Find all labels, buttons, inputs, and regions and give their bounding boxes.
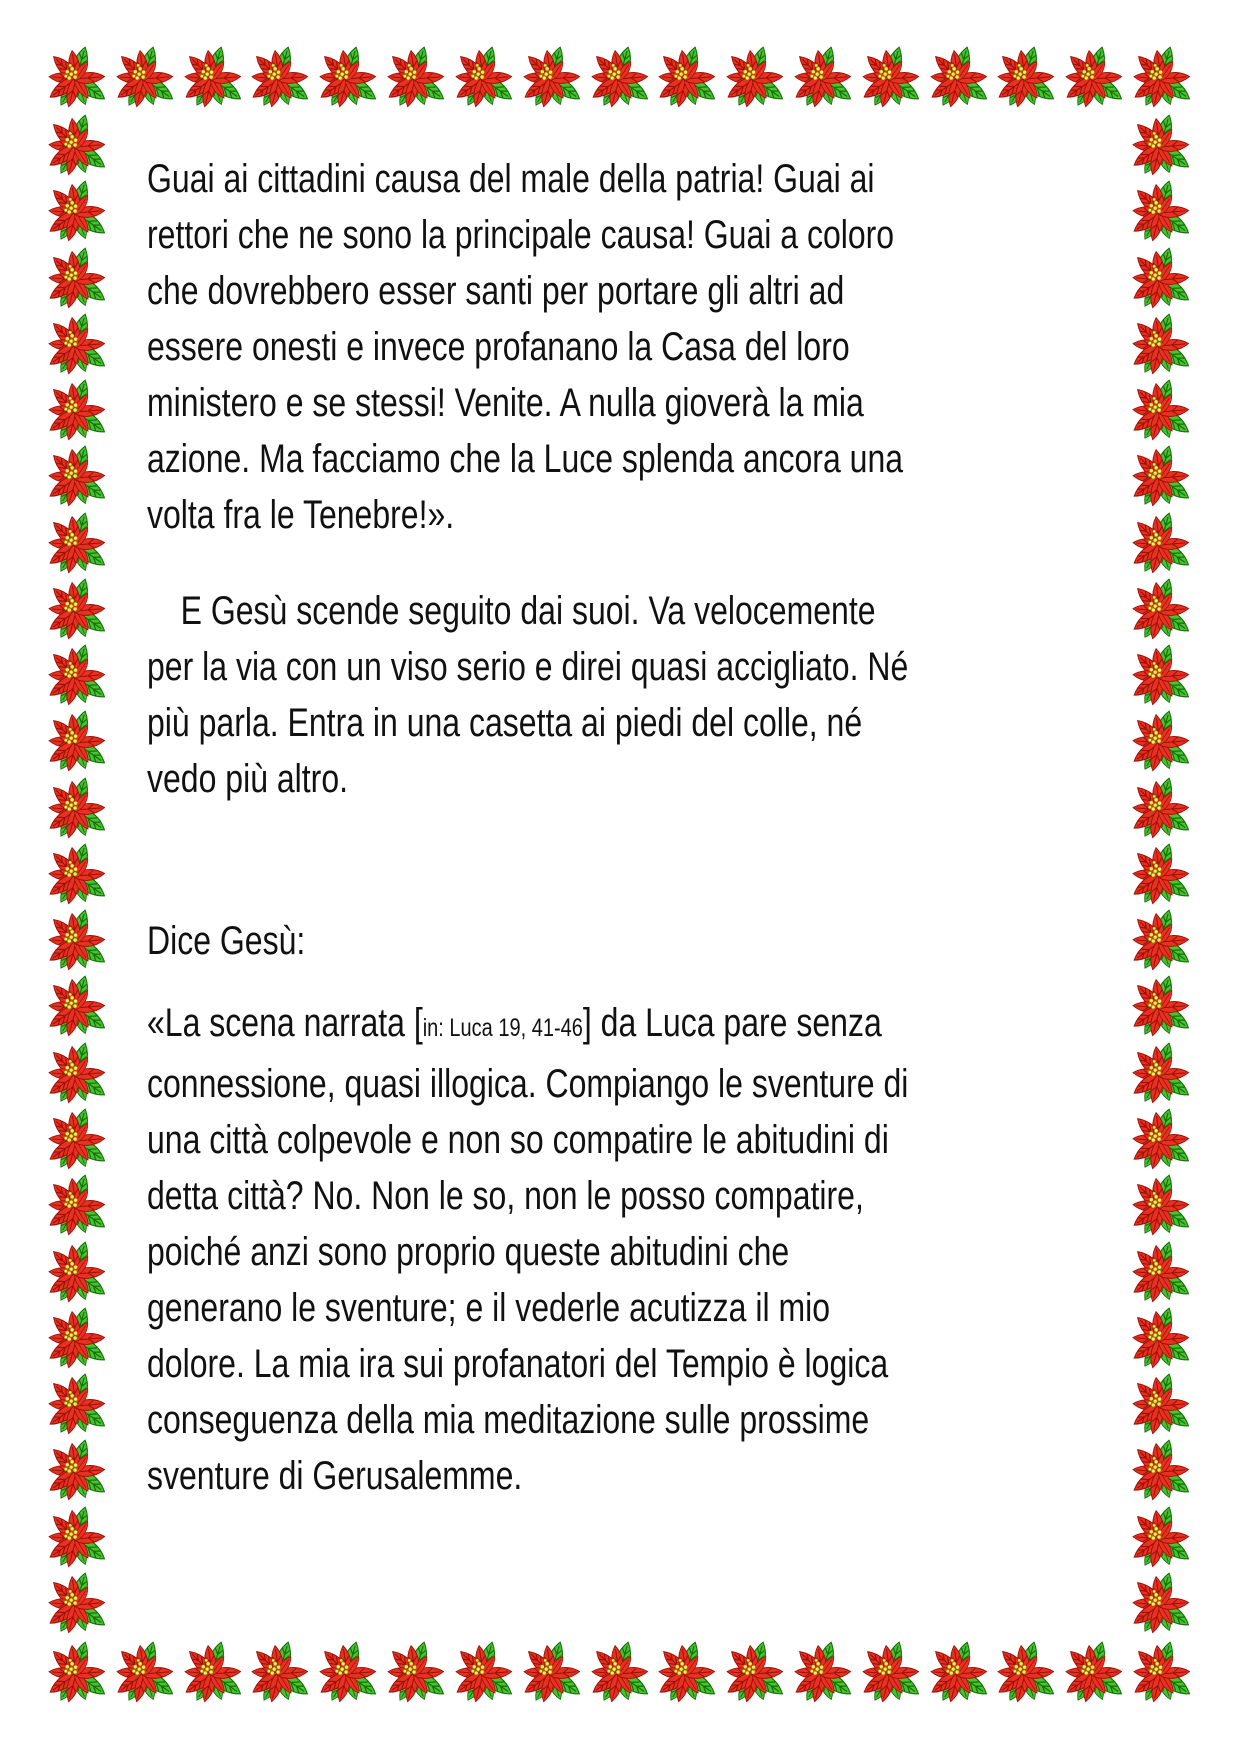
- text-line: sventure di Gerusalemme.: [147, 1454, 523, 1498]
- poinsettia-icon: [45, 644, 111, 710]
- poinsettia-icon: [45, 1108, 111, 1174]
- poinsettia-icon: [1129, 512, 1195, 578]
- poinsettia-icon: [45, 1174, 111, 1240]
- poinsettia-icon: [1129, 313, 1195, 379]
- border-bottom: [45, 1641, 1196, 1707]
- poinsettia-icon: [1129, 710, 1195, 776]
- poinsettia-icon: [588, 46, 654, 112]
- text-line: detta città? No. Non le so, non le posso compatire,: [147, 1174, 864, 1218]
- poinsettia-icon: [1130, 1641, 1196, 1707]
- poinsettia-icon: [181, 1641, 247, 1707]
- poinsettia-icon: [1129, 1439, 1195, 1505]
- text-line: azione. Ma facciamo che la Luce splenda ancora una: [147, 437, 904, 481]
- poinsettia-icon: [45, 1307, 111, 1373]
- poinsettia-icon: [791, 46, 857, 112]
- poinsettia-icon: [1129, 1506, 1195, 1572]
- poinsettia-icon: [1129, 1572, 1195, 1638]
- poinsettia-icon: [927, 1641, 993, 1707]
- poinsettia-icon: [994, 46, 1060, 112]
- poinsettia-icon: [994, 1641, 1060, 1707]
- poinsettia-icon: [45, 313, 111, 379]
- poinsettia-icon: [1129, 644, 1195, 710]
- poinsettia-icon: [1129, 379, 1195, 445]
- poinsettia-icon: [45, 578, 111, 644]
- text-line: connessione, quasi illogica. Compiango le sventure di: [147, 1062, 909, 1106]
- text-line: volta fra le Tenebre!».: [147, 493, 455, 537]
- poinsettia-icon: [45, 1373, 111, 1439]
- text-line: [147, 995, 1091, 1056]
- poinsettia-icon: [1130, 46, 1196, 112]
- poinsettia-icon: [1129, 247, 1195, 313]
- text-line: poiché anzi sono proprio queste abitudini che: [147, 1230, 790, 1274]
- border-right: [1129, 114, 1195, 1638]
- poinsettia-icon: [1062, 1641, 1128, 1707]
- poinsettia-icon: [588, 1641, 654, 1707]
- text-line: ministero e se stessi! Venite. A nulla gioverà la mia: [147, 381, 864, 425]
- text-line: più parla. Entra in una casetta ai piedi del colle, né: [147, 701, 863, 745]
- poinsettia-icon: [723, 46, 789, 112]
- paragraph-dice-gesu: [147, 913, 1091, 969]
- poinsettia-icon: [248, 46, 314, 112]
- poinsettia-icon: [723, 1641, 789, 1707]
- poinsettia-icon: [1129, 1174, 1195, 1240]
- poinsettia-icon: [1129, 843, 1195, 909]
- citation-reference: in: Luca 19, 41-46: [422, 1014, 583, 1042]
- poinsettia-icon: [927, 46, 993, 112]
- poinsettia-icon: [520, 1641, 586, 1707]
- poinsettia-icon: [45, 1641, 111, 1707]
- poinsettia-icon: [45, 843, 111, 909]
- poinsettia-icon: [45, 1241, 111, 1307]
- poinsettia-icon: [45, 777, 111, 843]
- poinsettia-icon: [859, 1641, 925, 1707]
- poinsettia-icon: [1129, 1108, 1195, 1174]
- text-line: generano le sventure; e il vederle acutizza il mio: [147, 1286, 831, 1330]
- poinsettia-icon: [316, 46, 382, 112]
- poinsettia-icon: [113, 1641, 179, 1707]
- speaker-line: Dice Gesù:: [147, 919, 306, 963]
- poinsettia-icon: [1062, 46, 1128, 112]
- citation-post: ] da Luca pare senza: [582, 1001, 882, 1045]
- poinsettia-icon: [45, 46, 111, 112]
- poinsettia-icon: [1129, 1307, 1195, 1373]
- text-line: conseguenza della mia meditazione sulle prossime: [147, 1398, 870, 1442]
- poinsettia-icon: [1129, 180, 1195, 246]
- poinsettia-icon: [384, 1641, 450, 1707]
- text-column: [147, 151, 1091, 1504]
- poinsettia-icon: [113, 46, 179, 112]
- text-line: E Gesù scende seguito dai suoi. Va velocemente: [180, 589, 876, 633]
- text-line: Guai ai cittadini causa del male della patria! Guai ai: [147, 157, 875, 201]
- poinsettia-icon: [316, 1641, 382, 1707]
- poinsettia-icon: [1129, 578, 1195, 644]
- poinsettia-icon: [1129, 777, 1195, 843]
- poinsettia-icon: [45, 247, 111, 313]
- poinsettia-icon: [520, 46, 586, 112]
- poinsettia-icon: [45, 1572, 111, 1638]
- poinsettia-icon: [45, 909, 111, 975]
- poinsettia-icon: [248, 1641, 314, 1707]
- poinsettia-icon: [45, 975, 111, 1041]
- poinsettia-icon: [1129, 975, 1195, 1041]
- paragraph-gesu-scende: [147, 583, 1091, 807]
- poinsettia-icon: [791, 1641, 857, 1707]
- poinsettia-icon: [859, 46, 925, 112]
- border-top: [45, 46, 1196, 112]
- paragraph-guai: [147, 151, 1091, 543]
- poinsettia-icon: [45, 1439, 111, 1505]
- border-left: [45, 114, 111, 1638]
- poinsettia-icon: [452, 1641, 518, 1707]
- poinsettia-icon: [1129, 1042, 1195, 1108]
- poinsettia-icon: [45, 180, 111, 246]
- text-line: una città colpevole e non so compatire le abitudini di: [147, 1118, 889, 1162]
- poinsettia-icon: [45, 512, 111, 578]
- poinsettia-icon: [655, 1641, 721, 1707]
- text-line: vedo più altro.: [147, 757, 349, 801]
- poinsettia-icon: [1129, 445, 1195, 511]
- paragraph-la-scena: [147, 995, 1091, 1504]
- text-line: per la via con un viso serio e direi quasi accigliato. Né: [147, 645, 909, 689]
- poinsettia-icon: [384, 46, 450, 112]
- poinsettia-icon: [1129, 1241, 1195, 1307]
- poinsettia-icon: [45, 710, 111, 776]
- text-line: rettori che ne sono la principale causa! Guai a coloro: [147, 213, 895, 257]
- poinsettia-icon: [181, 46, 247, 112]
- poinsettia-icon: [655, 46, 721, 112]
- poinsettia-icon: [45, 1042, 111, 1108]
- poinsettia-icon: [1129, 909, 1195, 975]
- poinsettia-icon: [45, 1506, 111, 1572]
- poinsettia-icon: [45, 445, 111, 511]
- text-line: essere onesti e invece profanano la Casa del loro: [147, 325, 850, 369]
- poinsettia-icon: [1129, 114, 1195, 180]
- text-line: che dovrebbero esser santi per portare gli altri ad: [147, 269, 845, 313]
- citation-pre: «La scena narrata [: [147, 1001, 423, 1045]
- poinsettia-icon: [45, 379, 111, 445]
- poinsettia-icon: [452, 46, 518, 112]
- text-line: dolore. La mia ira sui profanatori del Tempio è logica: [147, 1342, 889, 1386]
- poinsettia-icon: [1129, 1373, 1195, 1439]
- poinsettia-icon: [45, 114, 111, 180]
